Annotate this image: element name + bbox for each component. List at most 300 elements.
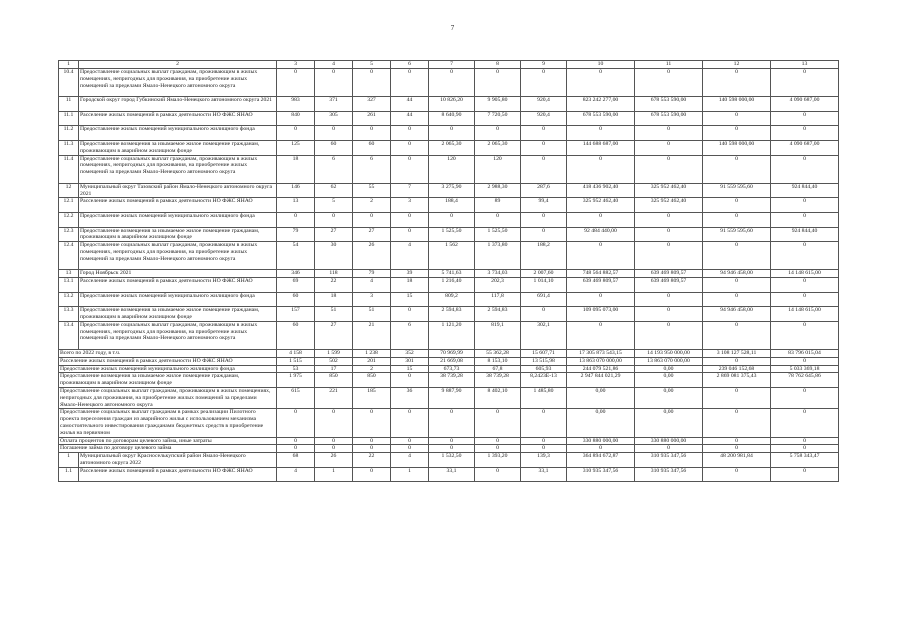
table-cell: 0: [277, 445, 315, 453]
table-cell: 0: [635, 126, 703, 141]
table-cell: 0: [703, 321, 771, 349]
table-cell: 36: [391, 388, 429, 409]
table-cell: 2: [353, 198, 391, 213]
table-cell: 14 148 615,00: [771, 307, 839, 322]
table-cell: 639 469 809,57: [635, 270, 703, 278]
column-number-cell: 13: [771, 61, 839, 69]
table-cell: 819,1: [475, 321, 521, 349]
table-cell: 639 469 809,57: [635, 278, 703, 293]
table-cell: 0: [277, 126, 315, 141]
table-cell: 0: [521, 212, 567, 227]
table-cell: 0: [315, 437, 353, 445]
table-cell: 0: [567, 212, 635, 227]
column-number-cell: 7: [429, 61, 475, 69]
table-cell: 22: [315, 278, 353, 293]
table-cell: Городской округ город Губкинский Ямало-Ненецкого автономного округа 2021: [79, 97, 277, 112]
table-cell: 0,00: [635, 373, 703, 388]
table-cell: 0: [771, 198, 839, 213]
table-cell: Погашение займа по договору целевого займа: [59, 445, 277, 453]
table-cell: 13: [59, 270, 79, 278]
table-cell: 30: [315, 242, 353, 270]
table-cell: 0: [567, 155, 635, 183]
table-row: [59, 357, 839, 365]
table-cell: 60: [353, 140, 391, 155]
table-cell: Предоставление возмещения за изымаемое жилое помещение гражданам, проживающим в аварийном жилищном фонде: [79, 140, 277, 155]
table-cell: Предоставление возмещения за изымаемое жилое помещение гражданам, проживающим в аварийном жилищном фонде: [79, 227, 277, 242]
table-cell: 0: [703, 111, 771, 126]
table-cell: 188,2: [521, 242, 567, 270]
table-row: [59, 388, 839, 409]
table-cell: 2 869 081 375,43: [703, 373, 771, 388]
table-cell: 924 844,40: [771, 227, 839, 242]
table-cell: 0: [353, 126, 391, 141]
table-cell: 1 238: [353, 350, 391, 358]
table-cell: 352: [391, 350, 429, 358]
table-cell: Муниципальный округ Тазовский район Ямало-Ненецкого автономного округа 2021: [79, 183, 277, 198]
table-cell: Предоставление социальных выплат гражданам, проживающим в жилых помещениях, непригодных для проживания, на приобретение жилых помещений за пределами Ямало-Ненецкого автономного округа: [79, 242, 277, 270]
table-cell: Предоставление социальных выплат гражданам в рамках реализации Пилотного проекта переселения граждан из аварийного жилья с использованием механизма самостоятельного инвестирования гражданами бюджетных средств в приобретение жилья на первичном: [59, 409, 277, 437]
table-cell: 27: [315, 227, 353, 242]
column-number-row: [59, 61, 839, 69]
table-cell: 0: [703, 212, 771, 227]
table-row: [59, 373, 839, 388]
table-cell: 840: [277, 111, 315, 126]
table-cell: 12.2: [59, 212, 79, 227]
table-cell: 55: [353, 183, 391, 198]
table-cell: 244 079 521,86: [567, 365, 635, 373]
table-cell: 0: [771, 212, 839, 227]
table-cell: 0: [353, 437, 391, 445]
table-cell: 3 734,03: [475, 270, 521, 278]
table-cell: 120: [429, 155, 475, 183]
table-cell: 0: [353, 445, 391, 453]
table-cell: 1: [315, 467, 353, 482]
table-row: [59, 445, 839, 453]
table-cell: 15: [391, 365, 429, 373]
table-cell: 0: [391, 140, 429, 155]
table-cell: Город Ноябрьск 2021: [79, 270, 277, 278]
table-body: [59, 61, 839, 482]
table-cell: 201: [353, 357, 391, 365]
table-cell: 0: [277, 409, 315, 437]
table-cell: 89: [475, 198, 521, 213]
table-cell: 83 796 015,04: [771, 350, 839, 358]
table-cell: 5 758 343,47: [771, 453, 839, 468]
table-cell: 79: [353, 270, 391, 278]
table-cell: 221: [315, 388, 353, 409]
table-row: [59, 350, 839, 358]
table-cell: 1.1: [59, 467, 79, 482]
table-cell: 144 688 687,00: [567, 140, 635, 155]
table-cell: 748 564 882,57: [567, 270, 635, 278]
table-cell: 12.4: [59, 242, 79, 270]
table-cell: 21: [353, 321, 391, 349]
table-cell: 302,1: [521, 321, 567, 349]
table-cell: 157: [277, 307, 315, 322]
table-cell: 0: [635, 212, 703, 227]
table-cell: 202,3: [475, 278, 521, 293]
table-cell: 0: [315, 69, 353, 97]
table-cell: 2 594,83: [429, 307, 475, 322]
table-cell: 21 669,08: [429, 357, 475, 365]
table-cell: 2 065,30: [429, 140, 475, 155]
table-row: [59, 198, 839, 213]
column-number-cell: 10: [567, 61, 635, 69]
column-number-cell: 4: [315, 61, 353, 69]
data-table: [58, 60, 839, 482]
table-cell: 99,4: [521, 198, 567, 213]
table-cell: 13.3: [59, 307, 79, 322]
table-cell: 70 969,99: [429, 350, 475, 358]
table-cell: 325 952 462,40: [635, 183, 703, 198]
table-cell: 0: [475, 69, 521, 97]
table-cell: 0: [567, 242, 635, 270]
table-cell: 4: [277, 467, 315, 482]
table-cell: 79: [277, 227, 315, 242]
table-cell: 0: [391, 445, 429, 453]
table-cell: Предоставление социальных выплат гражданам, проживающим в жилых помещениях, непригодных для проживания, на приобретение жилых помещений за пределами Ямало-Ненецкого автономного округа: [79, 321, 277, 349]
table-row: [59, 97, 839, 112]
table-row: [59, 278, 839, 293]
table-cell: 13.1: [59, 278, 79, 293]
table-cell: Предоставление возмещения за изымаемое жилое помещение гражданам, проживающим в аварийном жилищном фонде: [79, 307, 277, 322]
table-row: [59, 321, 839, 349]
table-cell: 0: [771, 437, 839, 445]
table-cell: 850: [353, 373, 391, 388]
table-cell: 0: [703, 409, 771, 437]
table-cell: 0: [429, 212, 475, 227]
table-row: [59, 227, 839, 242]
table-cell: 13 863 070 000,00: [567, 357, 635, 365]
table-cell: 0: [635, 445, 703, 453]
column-number-cell: 3: [277, 61, 315, 69]
table-cell: 0: [315, 212, 353, 227]
column-number-cell: 11: [635, 61, 703, 69]
column-number-cell: 9: [521, 61, 567, 69]
table-row: [59, 453, 839, 468]
table-cell: 0: [771, 321, 839, 349]
table-cell: 4: [391, 242, 429, 270]
table-cell: 310 935 347,56: [635, 453, 703, 468]
table-cell: 0: [567, 126, 635, 141]
table-row: [59, 365, 839, 373]
table-cell: 60: [277, 321, 315, 349]
table-row: [59, 292, 839, 307]
table-cell: Расселение жилых помещений в рамках деятельности НО ФЖС ЯНАО: [59, 357, 277, 365]
table-cell: Оплата процентов по договорам целевого займа, иные затраты: [59, 437, 277, 445]
table-cell: 678 553 590,00: [635, 111, 703, 126]
table-row: [59, 270, 839, 278]
table-cell: 0: [567, 69, 635, 97]
table-cell: 0: [353, 212, 391, 227]
table-cell: 920,4: [521, 97, 567, 112]
table-cell: 4 158: [277, 350, 315, 358]
table-cell: 11.4: [59, 155, 79, 183]
table-cell: 0: [635, 69, 703, 97]
table-cell: 0: [635, 292, 703, 307]
table-cell: 1 562: [429, 242, 475, 270]
table-row: [59, 126, 839, 141]
table-cell: 809,2: [429, 292, 475, 307]
table-cell: 1 373,80: [475, 242, 521, 270]
column-number-cell: 1: [59, 61, 79, 69]
table-cell: 17: [315, 365, 353, 373]
table-cell: 310 935 347,56: [635, 467, 703, 482]
table-cell: 1 393,20: [475, 453, 521, 468]
table-cell: 109 095 073,00: [567, 307, 635, 322]
table-cell: 346: [277, 270, 315, 278]
table-cell: Расселение жилых помещений в рамках деятельности НО ФЖС ЯНАО: [79, 111, 277, 126]
table-cell: 5 741,63: [429, 270, 475, 278]
table-cell: 27: [353, 227, 391, 242]
table-cell: 0: [635, 155, 703, 183]
table-cell: 0: [315, 409, 353, 437]
table-cell: 330 880 000,00: [567, 437, 635, 445]
table-cell: 0: [771, 242, 839, 270]
table-cell: 26: [353, 242, 391, 270]
table-cell: 0: [521, 126, 567, 141]
table-cell: 1 525,50: [475, 227, 521, 242]
table-cell: 92 484 440,00: [567, 227, 635, 242]
table-cell: 0: [391, 373, 429, 388]
table-cell: 983: [277, 97, 315, 112]
table-cell: 7 720,50: [475, 111, 521, 126]
table-cell: 678 553 590,00: [567, 111, 635, 126]
table-cell: 0: [391, 69, 429, 97]
table-cell: 125: [277, 140, 315, 155]
table-cell: 239 046 152,68: [703, 365, 771, 373]
table-cell: 615: [277, 388, 315, 409]
table-cell: 11: [59, 97, 79, 112]
table-cell: Предоставление жилых помещений муниципального жилищного фонда: [79, 126, 277, 141]
table-cell: 0: [475, 467, 521, 482]
table-cell: 0: [771, 69, 839, 97]
table-cell: 91 559 595,60: [703, 227, 771, 242]
table-cell: Предоставление жилых помещений муниципального жилищного фонда: [79, 212, 277, 227]
table-cell: 18: [315, 292, 353, 307]
table-cell: 2 988,30: [475, 183, 521, 198]
table-cell: 0: [391, 227, 429, 242]
table-cell: 0: [703, 242, 771, 270]
table-cell: 17 305 873 543,15: [567, 350, 635, 358]
table-cell: 327: [353, 97, 391, 112]
table-cell: 3 275,90: [429, 183, 475, 198]
table-cell: 4 090 687,00: [771, 140, 839, 155]
table-row: [59, 183, 839, 198]
table-cell: 0: [521, 155, 567, 183]
table-cell: 823 242 277,00: [567, 97, 635, 112]
table-cell: 51: [315, 307, 353, 322]
table-cell: 920,4: [521, 111, 567, 126]
table-cell: 60: [277, 292, 315, 307]
table-cell: 94 946 458,00: [703, 307, 771, 322]
table-cell: 68: [277, 453, 315, 468]
table-cell: 0: [703, 69, 771, 97]
table-cell: 1 121,20: [429, 321, 475, 349]
table-cell: 13: [277, 198, 315, 213]
table-cell: 1 216,40: [429, 278, 475, 293]
table-cell: 140 598 000,00: [703, 140, 771, 155]
table-cell: 4 090 687,00: [771, 97, 839, 112]
table-cell: 0: [521, 227, 567, 242]
table-cell: 6: [315, 155, 353, 183]
table-cell: 0: [521, 437, 567, 445]
table-row: [59, 467, 839, 482]
column-number-cell: 12: [703, 61, 771, 69]
table-cell: 0: [353, 409, 391, 437]
table-cell: 0: [567, 321, 635, 349]
table-row: [59, 437, 839, 445]
table-cell: 117,8: [475, 292, 521, 307]
table-row: [59, 111, 839, 126]
table-cell: 0: [703, 278, 771, 293]
table-cell: Расселение жилых помещений в рамках деятельности НО ФЖС ЯНАО: [79, 278, 277, 293]
table-cell: 39: [391, 270, 429, 278]
table-cell: 0: [391, 212, 429, 227]
table-cell: 26: [315, 453, 353, 468]
table-cell: 418 436 902,40: [567, 183, 635, 198]
table-cell: 0: [771, 445, 839, 453]
table-cell: 33,1: [521, 467, 567, 482]
table-cell: 0: [475, 409, 521, 437]
table-cell: 33,1: [429, 467, 475, 482]
table-cell: 0: [391, 155, 429, 183]
table-cell: 0: [703, 445, 771, 453]
table-cell: 10 826,20: [429, 97, 475, 112]
table-cell: 8 153,10: [475, 357, 521, 365]
table-cell: Предоставление социальных выплат гражданам, проживающим в жилых помещениях, непригодных для проживания, на приобретение жилых помещений за пределами Ямало-Ненецкого автономного округа: [59, 388, 277, 409]
table-cell: 38 739,28: [475, 373, 521, 388]
table-cell: Муниципальный округ Красноселькупский район Ямало-Ненецкого автономного округа 2022: [79, 453, 277, 468]
table-cell: 0: [703, 292, 771, 307]
table-cell: 0: [521, 409, 567, 437]
table-cell: 678 553 590,00: [635, 97, 703, 112]
table-cell: 12.3: [59, 227, 79, 242]
table-cell: 1 525,50: [429, 227, 475, 242]
table-cell: 120: [475, 155, 521, 183]
table-cell: 325 952 462,40: [635, 198, 703, 213]
table-cell: 51: [353, 307, 391, 322]
table-cell: 2 007,60: [521, 270, 567, 278]
table-cell: 12.1: [59, 198, 79, 213]
table-row: [59, 140, 839, 155]
table-cell: 0: [635, 307, 703, 322]
table-cell: 673,73: [429, 365, 475, 373]
page-number: 7: [450, 24, 455, 32]
table-cell: 44: [391, 111, 429, 126]
table-cell: 27: [315, 321, 353, 349]
table-cell: 310 935 347,56: [567, 467, 635, 482]
table-cell: 1 532,50: [429, 453, 475, 468]
table-cell: 0: [475, 437, 521, 445]
table-cell: 78 762 645,86: [771, 373, 839, 388]
table-cell: 4: [353, 278, 391, 293]
column-number-cell: 5: [353, 61, 391, 69]
table-cell: 0,00: [635, 388, 703, 409]
table-cell: 69: [277, 278, 315, 293]
table-cell: 0: [771, 111, 839, 126]
table-cell: 0: [771, 278, 839, 293]
table-cell: 1 014,10: [521, 278, 567, 293]
table-cell: 67,8: [475, 365, 521, 373]
table-row: [59, 69, 839, 97]
table-cell: Всего по 2022 году, в т.ч.: [59, 350, 277, 358]
table-cell: 1 485,80: [521, 388, 567, 409]
table-cell: 0: [521, 445, 567, 453]
table-cell: 0: [567, 445, 635, 453]
table-cell: 13 515,98: [521, 357, 567, 365]
table-cell: Предоставление социальных выплат гражданам, проживающим в жилых помещениях, непригодных для проживания, на приобретение жилых помещений за пределами Ямало-Ненецкого автономного округа: [79, 69, 277, 97]
table-cell: 0: [703, 357, 771, 365]
table-cell: Предоставление жилых помещений муниципального жилищного фонда: [59, 365, 277, 373]
table-cell: 371: [315, 97, 353, 112]
table-cell: 7: [391, 183, 429, 198]
table-cell: 1: [391, 467, 429, 482]
table-cell: 0: [315, 126, 353, 141]
table-cell: 0: [771, 155, 839, 183]
table-cell: 8 402,10: [475, 388, 521, 409]
table-cell: 15 607,71: [521, 350, 567, 358]
table-cell: 54: [277, 242, 315, 270]
table-row: [59, 212, 839, 227]
table-cell: 0: [703, 126, 771, 141]
table-cell: 0: [475, 445, 521, 453]
table-cell: 8 640,90: [429, 111, 475, 126]
table-cell: 0: [429, 69, 475, 97]
table-cell: 502: [315, 357, 353, 365]
table-cell: 185: [353, 388, 391, 409]
table-cell: 11.2: [59, 126, 79, 141]
table-cell: 0: [771, 292, 839, 307]
table-cell: 330 880 000,00: [635, 437, 703, 445]
table-cell: 5 033 369,18: [771, 365, 839, 373]
table-cell: 60: [315, 140, 353, 155]
table-cell: 3 108 127 528,11: [703, 350, 771, 358]
table-cell: 1 975: [277, 373, 315, 388]
table-cell: 850: [315, 373, 353, 388]
table-cell: 140 598 000,00: [703, 97, 771, 112]
table-cell: 0,00: [567, 409, 635, 437]
table-cell: 13 863 070 000,00: [635, 357, 703, 365]
table-cell: 1 599: [315, 350, 353, 358]
column-number-cell: 2: [79, 61, 277, 69]
table-cell: 4: [391, 453, 429, 468]
table-cell: 261: [353, 111, 391, 126]
table-cell: 9 905,80: [475, 97, 521, 112]
table-cell: 12: [59, 183, 79, 198]
table-cell: 924 844,40: [771, 183, 839, 198]
table-cell: 0: [277, 69, 315, 97]
table-cell: 10.4: [59, 69, 79, 97]
table-cell: 305: [315, 111, 353, 126]
table-cell: 0: [703, 155, 771, 183]
table-cell: 0: [771, 357, 839, 365]
table-cell: 0: [635, 140, 703, 155]
table-cell: 0,00: [635, 365, 703, 373]
table-cell: 0: [315, 445, 353, 453]
table-cell: 0: [429, 409, 475, 437]
table-cell: 14 148 615,00: [771, 270, 839, 278]
table-cell: 6: [353, 155, 391, 183]
table-cell: Расселение жилых помещений в рамках деятельности НО ФЖС ЯНАО: [79, 467, 277, 482]
table-cell: 9 887,90: [429, 388, 475, 409]
table-cell: 44: [391, 97, 429, 112]
table-cell: 0: [429, 445, 475, 453]
table-cell: Предоставление жилых помещений муниципального жилищного фонда: [79, 292, 277, 307]
table-cell: 13.2: [59, 292, 79, 307]
table-cell: 118: [315, 270, 353, 278]
table-cell: 0: [521, 307, 567, 322]
